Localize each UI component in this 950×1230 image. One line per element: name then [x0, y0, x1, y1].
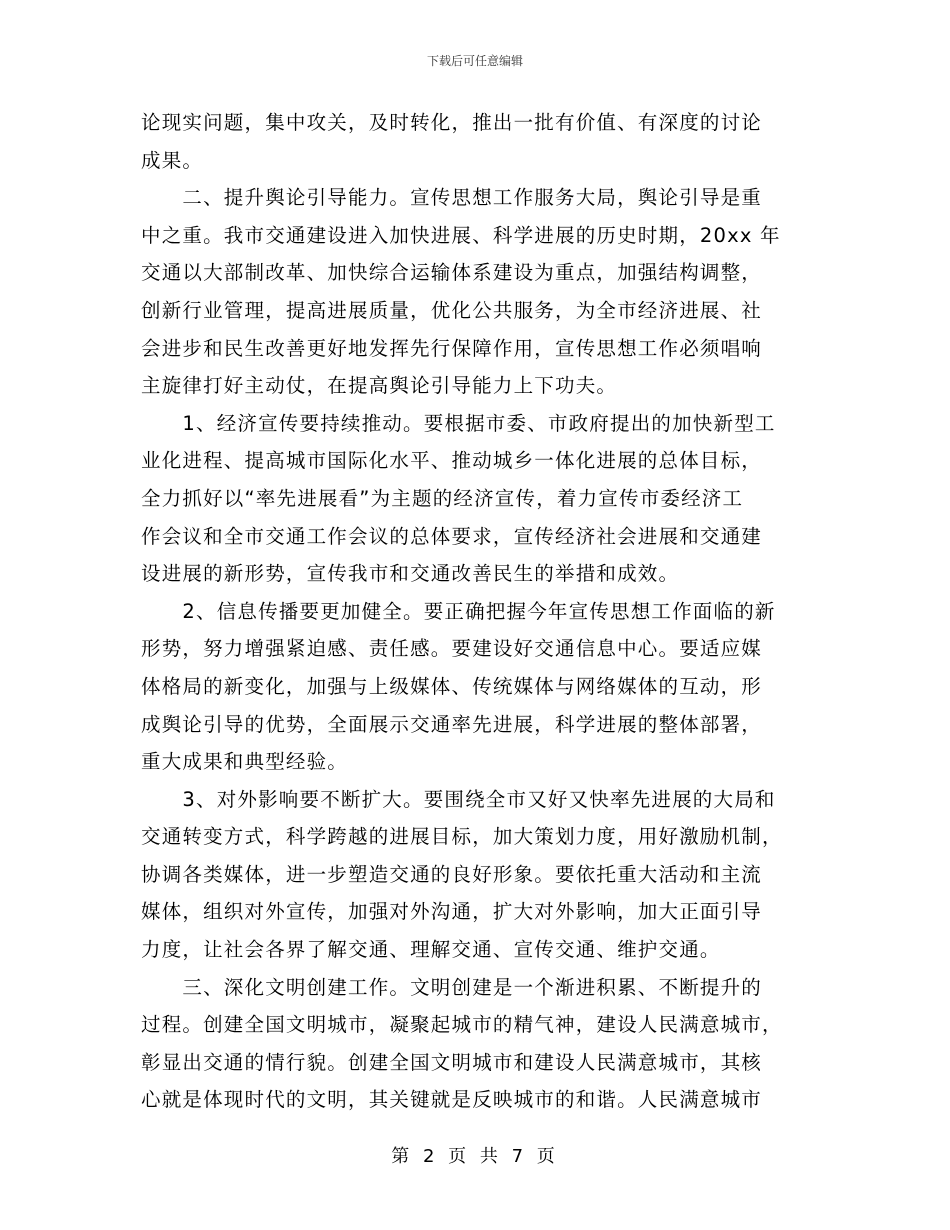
text-line: 三、深化文明创建工作。文明创建是一个渐进积累、不断提升的 — [141, 975, 763, 999]
text-line: 过程。创建全国文明城市，凝聚起城市的精气神，建设人民满意城市， — [141, 1013, 783, 1037]
text-line: 作会议和全市交通工作会议的总体要求，宣传经济社会进展和交通建 — [141, 524, 763, 548]
text-line: 设进展的新形势，宣传我市和交通改善民生的举措和成效。 — [141, 562, 680, 586]
text-line: 彰显出交通的情行貌。创建全国文明城市和建设人民满意城市，其核 — [141, 1050, 763, 1074]
document-body — [141, 104, 813, 1119]
text-line: 2、信息传播要更加健全。要正确把握今年宣传思想工作面临的新 — [141, 599, 776, 623]
text-line: 协调各类媒体，进一步塑造交通的良好形象。要依托重大活动和主流 — [141, 862, 763, 886]
text-line: 二、提升舆论引导能力。宣传思想工作服务大局，舆论引导是重 — [141, 186, 763, 210]
text-line: 主旋律打好主动仗，在提高舆论引导能力上下功夫。 — [141, 374, 618, 398]
text-line: 创新行业管理，提高进展质量，优化公共服务，为全市经济进展、社 — [141, 298, 763, 322]
text-line: 交通转变方式，科学跨越的进展目标，加大策划力度，用好激励机制， — [141, 825, 783, 849]
text-line: 媒体，组织对外宣传，加强对外沟通，扩大对外影响，加大正面引导 — [141, 900, 763, 924]
text-line: 成舆论引导的优势，全面展示交通率先进展，科学进展的整体部署， — [141, 712, 763, 736]
text-line: 全力抓好以“率先进展看”为主题的经济宣传，着力宣传市委经济工 — [141, 486, 744, 510]
text-line: 论现实问题，集中攻关，及时转化，推出一批有价值、有深度的讨论 — [141, 111, 763, 134]
text-line: 中之重。我市交通建设进入加快进展、科学进展的历史时期，20xx 年 — [141, 223, 781, 247]
text-line: 重大成果和典型经验。 — [141, 750, 349, 774]
text-line: 3、对外影响要不断扩大。要围绕全市又好又快率先进展的大局和 — [141, 787, 776, 811]
text-line: 成果。 — [141, 148, 204, 172]
text-line: 力度，让社会各界了解交通、理解交通、宣传交通、维护交通。 — [141, 938, 721, 962]
text-line: 1、经济宣传要持续推动。要根据市委、市政府提出的加快新型工 — [141, 411, 776, 435]
text-line: 体格局的新变化，加强与上级媒体、传统媒体与网络媒体的互动，形 — [141, 674, 763, 698]
page-footer: 第 2 页 共 7 页 — [391, 1146, 559, 1167]
text-line: 业化进程、提高城市国际化水平、推动城乡一体化进展的总体目标， — [141, 449, 763, 473]
page-header: 下载后可任意编辑 — [426, 54, 523, 68]
text-line: 会进步和民生改善更好地发挥先行保障作用，宣传思想工作必须唱响 — [141, 336, 763, 360]
text-line: 形势，努力增强紧迫感、责任感。要建设好交通信息中心。要适应媒 — [141, 637, 763, 661]
text-line: 心就是体现时代的文明，其关键就是反映城市的和谐。人民满意城市 — [141, 1088, 763, 1112]
text-line: 交通以大部制改革、加快综合运输体系建设为重点，加强结构调整， — [141, 261, 763, 285]
